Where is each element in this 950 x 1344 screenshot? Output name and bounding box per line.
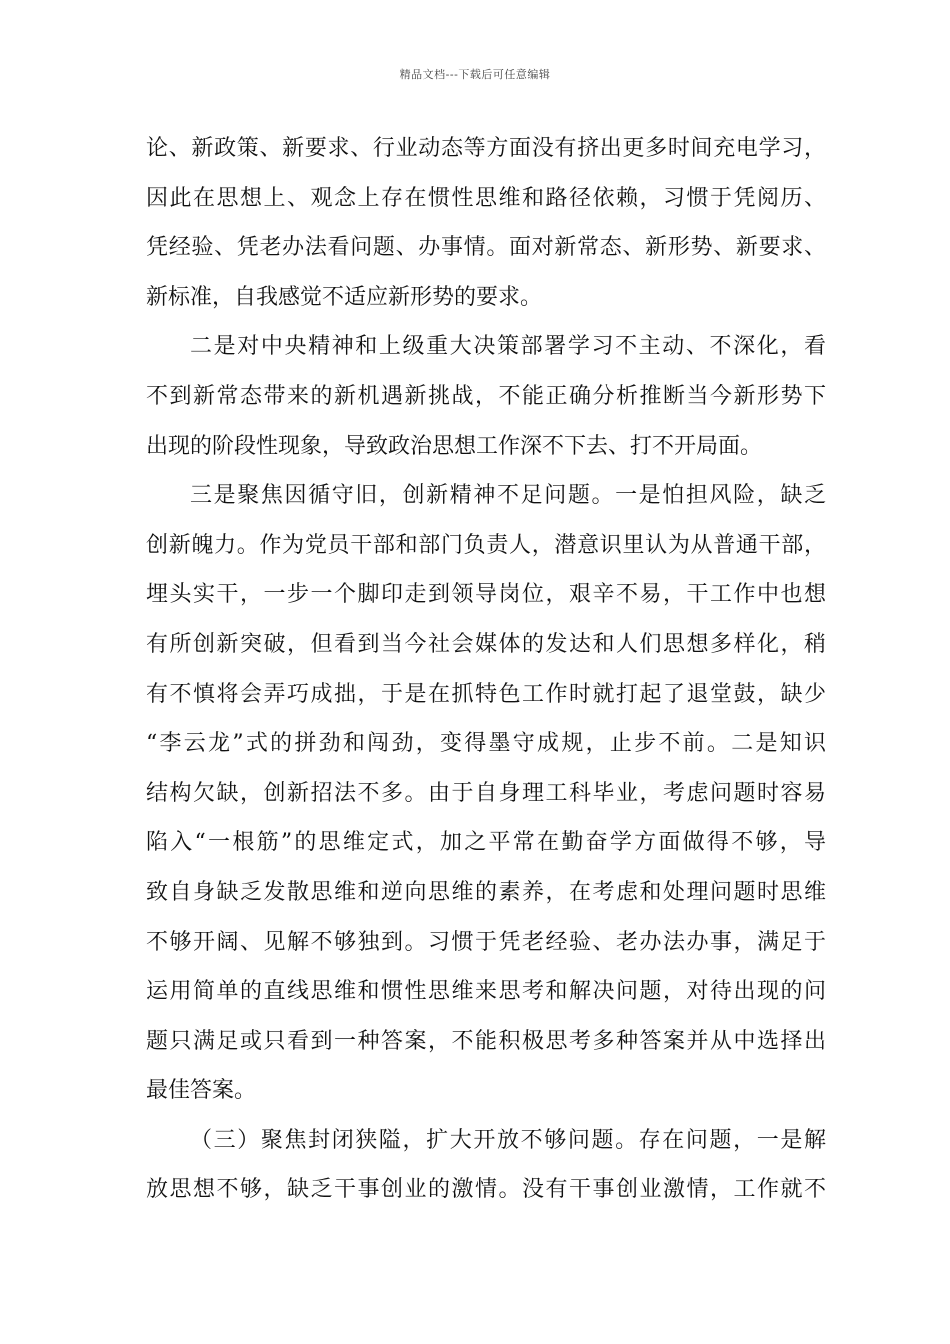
page-header: 精品文档---下载后可任意编辑 xyxy=(399,68,551,81)
paragraph xyxy=(146,1116,826,1215)
text-line: 运用简单的直线思维和惯性思维来思考和解决问题，对待出现的问 xyxy=(146,979,826,1005)
text-line: 有不慎将会弄巧成拙，于是在抓特色工作时就打起了退堂鼓，缺少 xyxy=(146,681,826,707)
paragraph xyxy=(146,124,826,322)
text-line: 新标准，自我感觉不适应新形势的要求。 xyxy=(146,284,543,310)
text-line: 二是对中央精神和上级重大决策部署学习不主动、不深化，看 xyxy=(190,334,826,360)
text-line: 埋头实干，一步一个脚印走到领导岗位，艰辛不易，干工作中也想 xyxy=(146,582,826,608)
paragraph xyxy=(146,471,826,1116)
paragraph xyxy=(146,322,826,471)
text-line: 致自身缺乏发散思维和逆向思维的素养，在考虑和处理问题时思维 xyxy=(146,879,826,905)
text-line: 因此在思想上、观念上存在惯性思维和路径依赖，习惯于凭阅历、 xyxy=(146,185,826,211)
text-line: 不到新常态带来的新机遇新挑战，不能正确分析推断当今新形势下 xyxy=(146,383,826,409)
text-line: 陷入“一根筋”的思维定式，加之平常在勤奋学方面做得不够，导 xyxy=(146,830,826,856)
text-line: 结构欠缺，创新招法不多。由于自身理工科毕业，考虑问题时容易 xyxy=(146,780,826,806)
text-line: 题只满足或只看到一种答案，不能积极思考多种答案并从中选择出 xyxy=(146,1028,826,1054)
text-line: 出现的阶段性现象，导致政治思想工作深不下去、打不开局面。 xyxy=(146,433,763,459)
text-line: 凭经验、凭老办法看问题、办事情。面对新常态、新形势、新要求、 xyxy=(146,235,826,261)
text-line: 放思想不够，缺乏干事创业的激情。没有干事创业激情，工作就不 xyxy=(146,1177,826,1203)
text-line: 三是聚焦因循守旧，创新精神不足问题。一是怕担风险，缺乏 xyxy=(190,483,826,509)
text-line: 论、新政策、新要求、行业动态等方面没有挤出更多时间充电学习， xyxy=(146,136,826,161)
text-line: 最佳答案。 xyxy=(146,1078,257,1104)
text-line: “李云龙”式的拼劲和闯劲，变得墨守成规，止步不前。二是知识 xyxy=(146,731,826,757)
text-line: （三）聚焦封闭狭隘，扩大开放不够问题。存在问题，一是解 xyxy=(190,1127,826,1153)
text-line: 不够开阔、见解不够独到。习惯于凭老经验、老办法办事，满足于 xyxy=(146,929,826,955)
text-line: 有所创新突破，但看到当今社会媒体的发达和人们思想多样化，稍 xyxy=(146,631,826,657)
text-line: 创新魄力。作为党员干部和部门负责人，潜意识里认为从普通干部， xyxy=(146,532,826,558)
document-body xyxy=(146,124,826,1215)
